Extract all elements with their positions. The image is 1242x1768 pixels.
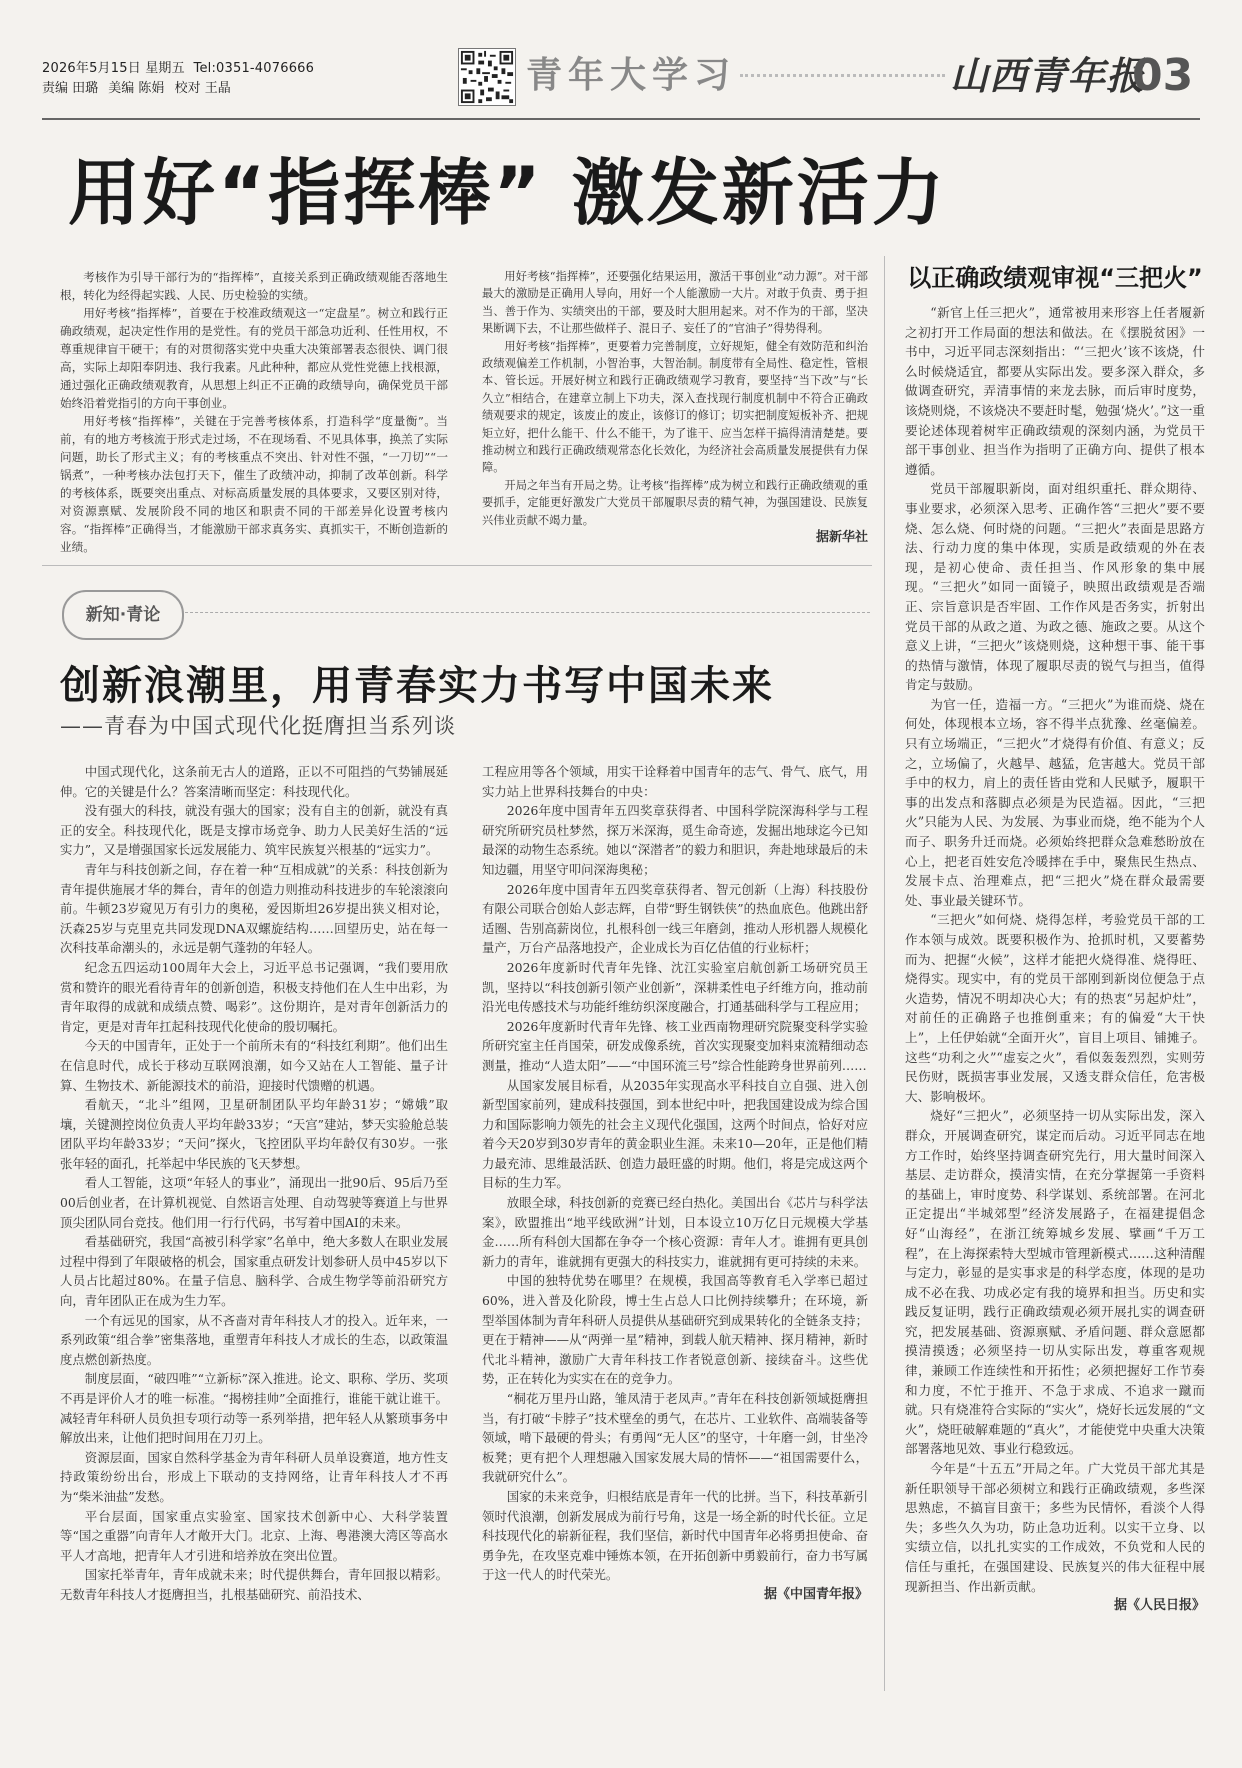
sidebar-source: 据《人民日报》 [1113,1598,1205,1614]
page-number: 03 [1132,50,1194,101]
article2-source: 据《中国青年报》 [763,1586,868,1602]
main-headline: 用好“指挥棒” 激发新活力 [68,151,947,235]
paragraph: 工程应用等各个领域，用实干诠释着中国青年的志气、骨气、底气，用实力站上世界科技舞台的中央： [482,764,868,799]
paragraph: 用好考核“指挥棒”，更要着力完善制度，立好规矩，健全有效防范和纠治政绩观偏差工作机制，小智治事，大智治制。制度带有全局性、稳定性，管根本、管长远。开展好树立和践行正确政绩观学习教育，要坚持“当下改”与“长久立”相结合，在建章立制上下功夫，深入查找现行制度机制中不符合正确政绩观要求的规定，该废止的废止，该修订的修订；切实把制度短板补齐、把规矩立好，把什么能干、什么不能干，为了谁干、应当怎样干搞得清清楚楚。要推动树立和践行正确政绩观常态化长效化，为经济社会高质量发展提供有力保障。 [482,339,868,475]
paragraph: 2026年度新时代青年先锋、核工业西南物理研究院聚变科学实验所研究室主任肖国荣，研发成像系统，首次实现聚变加料束流精细动态测量，推动“人造太阳”——“中国环流三号”综合性能跨身世界前列…… [482,1018,868,1073]
article2-headline: 创新浪潮里，用青春实力书写中国未来 [60,663,774,709]
paragraph: 为官一任，造福一方。“三把火”为谁而烧、烧在何处，体现根本立场，容不得半点犹豫、丝毫偏差。只有立场端正，“三把火”才烧得有价值、有意义；反之，立场偏了，火越旱、越猛，危害越大。党员干部手中的权力，肩上的责任皆由党和人民赋予，履职干事的出发点和落脚点必须是为民造福。因此，“三把火”只能为人民、为发展、为事业而烧，绝不能为个人而子、职务升迁而烧。必须始终把群众急难愁盼放在心上，把老百姓安危冷暖摔在手中，聚焦民生热点、发展卡点、治理难点，把“三把火”烧在群众最需要处、事业最关键环节。 [905,696,1205,908]
paragraph: 一个有远见的国家，从不吝啬对青年科技人才的投入。近年来，一系列政策“组合拳”密集落地，重塑青年科技人才成长的生态，以政策温度点燃创新热度。 [60,1312,448,1367]
paragraph: 制度层面，“破四唯”“立新标”深入推进。论文、职称、学历、奖项不再是评价人才的唯一标准。“揭榜挂帅”全面推行，谁能干就让谁干。减轻青年科研人员负担专项行动等一系列举措，把年轻人从繁琐事务中解放出来，让他们把时间用在刀刃上。 [60,1371,448,1446]
paragraph: 没有强大的科技，就没有强大的国家；没有自主的创新，就没有真正的安全。科技现代化，既是支撑市场竞争、助力人民美好生活的“远实力”，又是增强国家长远发展能力、筑牢民族复兴根基的“远实力”。 [60,803,448,858]
paragraph: “三把火”如何烧、烧得怎样，考验党员干部的工作本领与成效。既要积极作为、抢抓时机，又要蓄势而为、把握“火候”，这样才能把火烧得准、烧得旺、烧得实。现实中，有的党员干部刚到新岗位便急于点火造势，情况不明却决心大；有的热衷“另起炉灶”，对前任的正确路子也推倒重来；有的偏爱“大干快上”，上任伊始就“全面开火”，盲目上项目、铺摊子。这些“功利之火”“虚妄之火”，看似轰轰烈烈，实则劳民伤财，既损害事业发展，又透支群众信任，危害极大、影响极坏。 [905,912,1205,1104]
paragraph: 青年与科技创新之间，存在着一种“互相成就”的关系：科技创新为青年提供施展才华的舞台，青年的创造力则推动科技进步的车轮滚滚向前。牛顿23岁窥见万有引力的奥秘，爱因斯坦26岁提出狭义相对论，沃森25岁与克里克共同发现DNA双螺旋结构……回望历史，站在每一次科技革命潮头的，永远是朝气蓬勃的年轻人。 [60,861,448,956]
paragraph: “新官上任三把火”，通常被用来形容上任者履新之初打开工作局面的想法和做法。在《摆脱贫困》一书中，习近平同志深刻指出：“‘三把火’该不该烧，什么时候烧适宜，都要从实际出发。要多深入群众，多做调查研究，弄清事情的来龙去脉，而后审时度势，该烧则烧，不该烧决不要赶时髦，勉强‘烧火’。”这一重要论述体现着树牢正确政绩观的深刻内涵，为党员干部干事创业、担当作为指明了正确方向、提供了根本遵循。 [905,305,1205,477]
paragraph: 用好考核“指挥棒”，关键在于完善考核体系，打造科学“度量衡”。当前，有的地方考核流于形式走过场，不在现场看、不见具体事，换羔了实际问题，助长了形式主义；有的考核重点不突出、针对性不强，“一刀切”“一锅煮”，一种考核办法包打天下，催生了政绩冲动，抑制了改革创新。科学的考核体系，既要突出重点、对标高质量发展的具体要求，又要区别对待，对资源禀赋、发展阶段不同的地区和职责不同的干部差异化设置考核内容。“指挥棒”正确得当，才能激励干部求真务实、真抓实干，不断创造新的业绩。 [60,414,448,554]
paragraph: 资源层面，国家自然科学基金为青年科研人员单设赛道，地方性支持政策纷纷出台，形成上下联动的支持网络，让青年科技人才不再为“柴米油盐”发愁。 [60,1449,448,1504]
paragraph: 中国式现代化，这条前无古人的道路，正以不可阻挡的气势铺展延伸。它的关键是什么？答案清晰而坚定：科技现代化。 [60,764,448,799]
header-rule [42,118,1200,120]
badge-dashed-line [180,612,870,613]
sidebar-title: 以正确政绩观审视“三把火” [907,264,1203,292]
paragraph: 看人工智能，这项“年轻人的事业”，涌现出一批90后、95后乃至00后创业者，在计算机视觉、自然语言处理、自动驾驶等赛道上与世界顶尖团队同台竞技。他们用一行行代码，书写着中国AI的未来。 [60,1175,448,1230]
section-rule [42,565,872,566]
designer-credit: 美编 陈娟 [108,81,165,96]
paragraph: 平台层面，国家重点实验室、国家技术创新中心、大科学装置等“国之重器”向青年人才敞开大门。北京、上海、粤港澳大湾区等高水平人才高地，把青年人才引进和培养放在突出位置。 [60,1508,448,1563]
paragraph: 党员干部履职新岗，面对组织重托、群众期待、事业要求，必须深入思考、正确作答“三把火”要不要烧、怎么烧、何时烧的问题。“三把火”表面是思路方法、行动力度的集中体现，实质是政绩观的外在表现，是初心使命、责任担当、作风形象的集中展现。“三把火”如同一面镜子，映照出政绩观是否端正、宗旨意识是否牢固、工作作风是否务实，折射出党员干部的从政之道、为政之德、施政之要。从这个意义上讲，“三把火”该烧则烧，这种想干事、能干事的热情与激情，体现了履职尽责的锐气与担当，值得肯定与鼓励。 [905,481,1205,693]
proofreader-credit: 校对 王晶 [174,81,231,96]
newspaper-logo: 山西青年报 [950,53,1146,98]
paragraph: 中国的独特优势在哪里？在规模，我国高等教育毛入学率已超过60%，进入普及化阶段，博士生占总人口比例持续攀升；在环境，新型举国体制为青年科研人员提供从基础研究到成果转化的全链条支持；更在于精神——从“两弹一星”精神，到载人航天精神、探月精神，新时代北斗精神，激励广大青年科技工作者锐意创新、接续奋斗。这些优势，正在转化为实实在在的竞争力。 [482,1273,868,1387]
editors-line [42,77,237,96]
paragraph: “桐花万里丹山路，雏凤清于老凤声。”青年在科技创新领域挺膺担当，有打破“卡脖子”技术壁垒的勇气，在芯片、工业软件、高端装备等领域，啃下最硬的骨头；有勇闯“无人区”的坚守，十年磨一剑，甘坐冷板凳；更有把个人理想融入国家发展大局的情怀——“祖国需要什么，我就研究什么”。 [482,1391,868,1485]
paragraph: 今天的中国青年，正处于一个前所未有的“科技红利期”。他们出生在信息时代，成长于移动互联网浪潮，如今又站在人工智能、量子计算、生物技术、新能源技术的前沿，迎接时代馈赠的机遇。 [60,1038,448,1093]
paragraph: 开局之年当有开局之势。让考核“指挥棒”成为树立和践行正确政绩观的重要抓手，定能更好激发广大党员干部履职尽责的精气神，为强国建设、民族复兴伟业贡献不竭力量。 [482,478,868,527]
article2-column-1 [60,762,448,1605]
article1-source: 据新华社 [815,530,868,546]
paragraph: 考核作为引导干部行为的“指挥棒”，直接关系到正确政绩观能否落地生根，转化为经得起实践、人民、历史检验的实绩。 [60,270,448,302]
paragraph: 从国家发展目标看，从2035年实现高水平科技自立自强、进入创新型国家前列，建成科技强国，到本世纪中叶，把我国建设成为综合国力和国际影响力领先的社会主义现代化强国，这两个时间点，恰好对应着今天20岁到30岁青年的黄金职业生涯。未来10—20年，正是他们精力最充沛、思维最活跃、创造力最旺盛的时期。他们，将是完成这两个目标的生力军。 [482,1077,868,1191]
paragraph: 用好考核“指挥棒”，首要在于校准政绩观这一“定盘星”。树立和践行正确政绩观，起决定性作用的是党性。有的党员干部急功近利、任性用权，不尊重规律盲干硬干；有的对贯彻落实党中央重大决策部署表态很快、调门很高，实际上却阳奉阴违、我行我素。凡此种种，都应从党性党德上找根源，通过强化正确政绩观教育，从思想上纠正不正确的政绩导向，确保党员干部始终沿着党指引的方向干事创业。 [60,306,448,410]
paragraph: 国家的未来竞争，归根结底是青年一代的比拼。当下，科技革新引领时代浪潮，创新发展成为前行号角，这是一场全新的时代长征。立足科技现代化的崭新征程，我们坚信，新时代中国青年必将勇担使命、奋勇争先，在攻坚克难中锤炼本领，在开拓创新中勇毅前行，奋力书写属于这一代人的时代荣光。 [482,1488,868,1583]
paragraph: 用好考核“指挥棒”，还要强化结果运用，激活干事创业“动力源”。对干部最大的激励是正确用人导向，用好一个人能激励一大片。对敢于负责、勇于担当、善于作为、实绩突出的干部，要及时大胆用起来。对不作为的干部，坚决果断调下去，不让那些做样子、混日子、妄任了的“官油子”得势得利。 [482,270,868,336]
header-divider [740,74,945,81]
paragraph: 看航天，“北斗”组网，卫星研制团队平均年龄31岁；“嫦娥”取壤，关键测控岗位负责人平均年龄33岁；“天宫”建站，梦天实验舱总装团队平均年龄33岁；“天问”探火，飞控团队平均年龄仅有30岁。一张张年轻的面孔，托举起中华民族的飞天梦想。 [60,1097,448,1171]
article2-subtitle: ——青春为中国式现代化挺膺担当系列谈 [60,714,456,738]
paragraph: 2026年度中国青年五四奖章获得者、中国科学院深海科学与工程研究所研究员杜梦然，探万米深海，觅生命奇迹，发掘出地球迄今已知最深的动物生态系统。她以“深潜者”的毅力和胆识，奔赴地球最后的未知边疆，用坚守叩问深海奥秘； [482,803,868,877]
paragraph: 看基础研究，我国“高被引科学家”名单中，绝大多数人在职业发展过程中得到了年限破格的机会，国家重点研发计划参研人员中45岁以下人员占比超过80%。在量子信息、脑科学、合成生物学等前沿研究方向，青年团队正在成为生力军。 [60,1234,448,1309]
paragraph: 2026年度中国青年五四奖章获得者、智元创新（上海）科技股份有限公司联合创始人彭志辉，自带“野生钢铁侠”的热血底色。他跳出舒适圈、告别高薪岗位，扎根科创一线三年磨剑，推动人形机器人规模化量产，万台产品落地投产，企业成长为百亿估值的行业标杆； [482,881,868,956]
sidebar-column [905,303,1205,1616]
article1-column-1 [60,268,448,556]
column-divider [884,256,885,1691]
issue-date: 2026年5月15日 星期五 Tel:0351-4076666 [42,61,315,76]
paragraph: 国家托举青年，青年成就未来；时代提供舞台，青年回报以精彩。无数青年科技人才挺膺担当，扎根基础研究、前沿技术、 [60,1567,448,1602]
column-badge: 新知·青论 [62,590,184,640]
section-title: 青年大学习 [526,55,737,96]
paragraph: 今年是“十五五”开局之年。广大党员干部尤其是新任职领导干部必须树立和践行正确政绩观，多些深思熟虑，不搞盲目蛮干；多些为民情怀，看淡个人得失；多些久久为功，防止急功近利。以实干立身、以实绩立信，以扎扎实实的工作成效，不负党和人民的信任与重托，在强国建设、民族复兴的伟大征程中展现新担当、作出新贡献。 [905,1461,1205,1594]
editor-credit: 责编 田璐 [42,81,99,96]
paragraph: 2026年度新时代青年先锋、沈江实验室启航创新工场研究员王凯，坚持以“科技创新引领产业创新”，深耕柔性电子纤维方向，推动前沿光电传感技术与功能纤维纺织深度融合，打通基础科学与工程应用； [482,959,868,1015]
phone: Tel:0351-4076666 [193,61,315,76]
article1-column-2 [482,268,868,547]
paragraph: 纪念五四运动100周年大会上，习近平总书记强调，“我们要用欣赏和赞许的眼光看待青年的创新创造，积极支持他们在人生中出彩，为青年取得的成就和成绩点赞、喝彩”。这份期许，是对青年创新活力的肯定，更是对青年扛起科技现代化使命的殷切嘱托。 [60,959,448,1034]
paragraph: 放眼全球，科技创新的竞赛已经白热化。美国出台《芯片与科学法案》，欧盟推出“地平线欧洲”计划，日本设立10万亿日元规模大学基金……所有科创大国都在争夺一个核心资源：青年人才。谁拥有更具创新力的青年，谁就拥有更强大的科技实力，谁就拥有更可持续的未来。 [482,1195,868,1269]
article2-column-2 [482,762,868,1605]
paragraph: 烧好“三把火”，必须坚持一切从实际出发，深入群众，开展调查研究，谋定而后动。习近平同志在地方工作时，始终坚持调查研究先行，用大量时间深入基层、走访群众，摸清实情，在充分掌握第一手资料的基础上，审时度势、科学谋划、系统部署。在河北正定提出“半城郊型”经济发展路子，在福建提倡念好“山海经”，在浙江统筹城乡发展、擘画“千万工程”，在上海探索特大型城市管理新模式……这种清醒与定力，彰显的是实事求是的科学态度，体现的是功成不必在我、功成必定有我的境界和担当。历史和实践反复证明，践行正确政绩观必须开展扎实的调查研究，把发展基础、资源禀赋、矛盾问题、群众意愿都摸清摸透；必须坚持一切从实际出发，尊重客观规律，兼顾工作连续性和开拓性；必须把握好工作节奏和力度，不忙于推开、不急于求成、不追求一蹴而就。只有烧准符合实际的“实火”，烧好长远发展的“文火”，烧旺破解难题的“真火”，才能使党中央重大决策部署落地见效、事业行稳致远。 [905,1108,1205,1457]
qr-code-icon [458,48,516,106]
